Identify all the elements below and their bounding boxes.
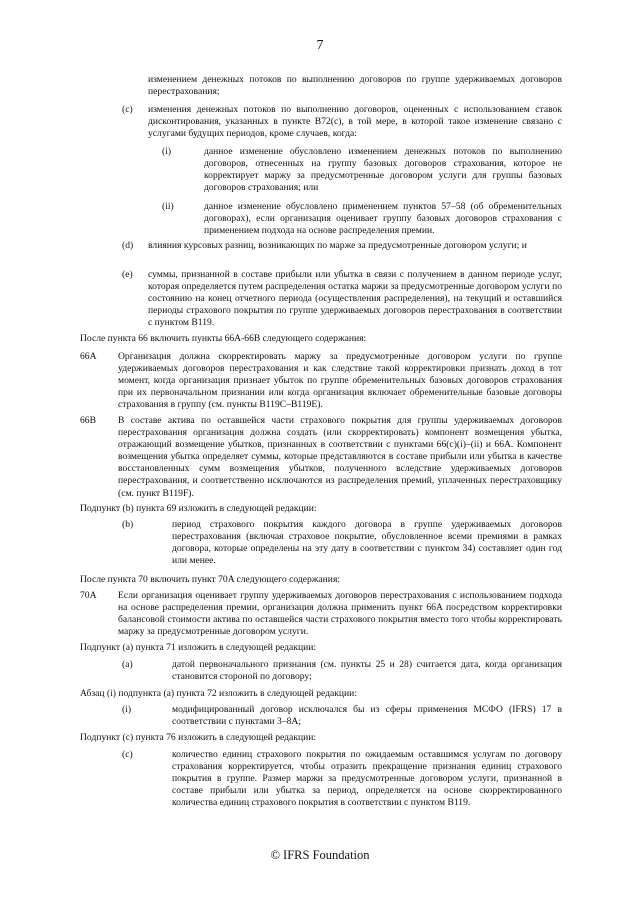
page-number: 7 — [316, 38, 324, 53]
item-label-76c: (c) — [122, 749, 133, 760]
item-e-text: суммы, признанной в составе прибыли или убытка в связи с получением в данном периоде услуг, которая определяется путем распределения остатка маржи за предусмотренные договором услуги по состоянию на конец отчетного периода (осуществления распределения), на текущий и оставшийся периоды страхового покрытия по группе удерживаемых договоров перестрахования в соответствии с пунктом B119. — [148, 269, 562, 329]
item-72i-text: модифицированный договор исключался бы из сферы применения МСФО (IFRS) 17 в соответствии с пунктами 3–8A; — [172, 704, 562, 728]
item-d-text: влияния курсовых разниц, возникающих по марже за предусмотренные договором услуги; и — [148, 240, 527, 251]
item-label-c: (c) — [122, 104, 133, 115]
footer-copyright: © IFRS Foundation — [270, 848, 370, 862]
paragraph-label-66a: 66A — [80, 351, 97, 362]
instruction-71: Подпункт (a) пункта 71 изложить в следующей редакции: — [80, 642, 317, 653]
subitem-ii-text: данное изменение обусловлено применением пунктов 57–58 (об обременительных договорах), если организация оценивает группу базовых договоров страхования с применением подхода на основе распределения премии. — [204, 201, 562, 237]
paragraph-66b-text: В составе актива по оставшейся части страхового покрытия для группы удерживаемых договоров перестрахования организация должна создать (или скорректировать) компонент возмещения убытка, отражающий возмещение убытков, признанных в соответствии с пунктами 66(c)(i)–(ii) и 66A. Компонент возмещения убытка определяет суммы, которые представляются в составе прибыли или убытка в качестве восстановленных сумм возмещения убытков, полученного вследствие удерживаемых договоров перестрахования, и соответственно исключаются из распределения премий, уплаченных перестраховщику (см. пункт B119F). — [118, 415, 562, 499]
instruction-72: Абзац (i) подпункта (a) пункта 72 изложить в следующей редакции: — [80, 688, 357, 699]
paragraph-label-70a: 70A — [80, 590, 97, 601]
subitem-i-text: данное изменение обусловлено изменением денежных потоков по выполнению договоров, отнесенных на группу базовых договоров страхования, которое не корректирует маржу за предусмотренные договором услуги для группы базовых договоров страхования; или — [204, 146, 562, 194]
paragraph-70a-text: Если организация оценивает группу удерживаемых договоров перестрахования с использованием подхода на основе распределения премии, организация должна применить пункт 66A посредством корректировки балансовой стоимости актива по оставшейся части страхового покрытия вместо того чтобы корректировать маржу за предусмотренные договором услуги. — [118, 590, 562, 638]
paragraph-label-66b: 66B — [80, 415, 96, 426]
item-69b-text: период страхового покрытия каждого договора в группе удерживаемых договоров перестрахования (включая страховое покрытие, обусловленное всеми премиями в рамках договора, которые определены на эту дату в соответствии с пунктом 34) составляет один год или менее. — [172, 519, 562, 567]
item-label-d: (d) — [122, 240, 134, 251]
item-label-72i: (i) — [122, 704, 132, 715]
subitem-label-i: (i) — [162, 146, 172, 157]
continuation-paragraph: изменением денежных потоков по выполнению договоров по группе удерживаемых договоров перестрахования; — [148, 74, 562, 98]
item-label-69b: (b) — [122, 519, 134, 530]
item-c-text: изменения денежных потоков по выполнению договоров, оцененных с использованием ставок дисконтирования, указанных в пункте B72(c), в той мере, в которой такое изменение связано с услугами будущих периодов, кроме случаев, когда: — [148, 104, 562, 140]
subitem-label-ii: (ii) — [162, 201, 174, 212]
item-76c-text: количество единиц страхового покрытия по ожидаемым оставшимся услугам по договору страхования корректируется, чтобы отразить прекращение признания единиц страхового покрытия в группе. Размер маржи за предусмотренные договором услуги, признанной в составе прибыли или убытка за период, определяется на основе скорректированного количества единиц страхового покрытия в соответствии с пунктом B119. — [172, 749, 562, 809]
item-label-e: (e) — [122, 269, 133, 280]
instruction-69: Подпункт (b) пункта 69 изложить в следующей редакции: — [80, 503, 317, 514]
instruction-76: Подпункт (c) пункта 76 изложить в следующей редакции: — [80, 732, 317, 743]
instruction-66: После пункта 66 включить пункты 66A-66B следующего содержания: — [80, 333, 367, 344]
instruction-70: После пункта 70 включить пункт 70A следующего содержания: — [80, 574, 341, 585]
item-label-71a: (a) — [122, 659, 133, 670]
paragraph-66a-text: Организация должна скорректировать маржу за предусмотренные договором услуги по группе удерживаемых договоров перестрахования и как следствие такой корректировки признать доход в тот момент, когда организация признает убыток по группе обременительных базовых договоров страхования при их первоначальном признании или когда организация включает обременительные базовые договоры страхования в группу (см. пункты B119C–B119E). — [118, 351, 562, 411]
item-71a-text: датой первоначального признания (см. пункты 25 и 28) считается дата, когда организация становится стороной по договору; — [172, 659, 562, 683]
